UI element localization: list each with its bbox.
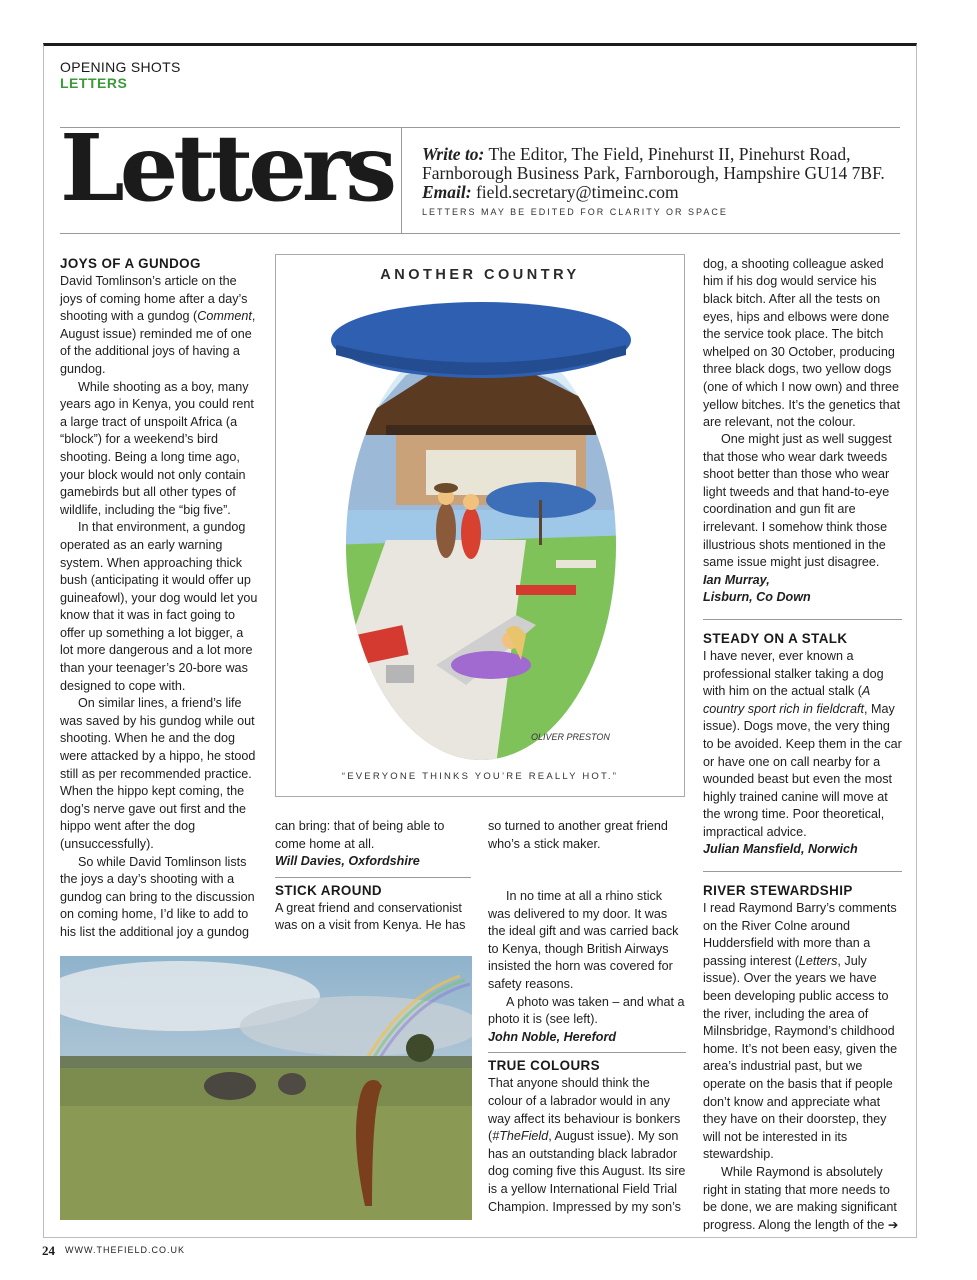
cartoon-title: ANOTHER COUNTRY <box>380 267 580 283</box>
page-title: Letters <box>60 114 393 222</box>
letter-signature: John Noble, Hereford <box>488 1029 617 1044</box>
letter-paragraph: While shooting as a boy, many years ago in Kenya, you could rent a large tract of unspoilt Africa (a “block”) for a weekend’s bird shooting. Being a long time ago, your block would not only contain gamebirds but all other types of wildlife, including the “big five”. <box>60 379 254 517</box>
letter-signature: Will Davies, Oxfordshire <box>275 854 420 869</box>
cartoon-caption: “EVERYONE THINKS YOU’RE REALLY HOT.” <box>341 771 619 782</box>
letter-signature: Ian Murray, <box>703 572 770 587</box>
letter-paragraph: I have never, ever known a professional stalker taking a dog with him on the actual stalk (A country sport rich in fieldcraft, May issue). Dogs move, the very thing to be avoided. Keep them in the car or have one on call nearby for a wounded beast but even the most highly trained canine will move at the wrong time. Poor theoretical, impractical advice. <box>703 648 902 839</box>
rhino-photo <box>60 956 472 1220</box>
letter-paragraph: In no time at all a rhino stick was delivered to my door. It was the ideal gift and was carried back to Kenya, though British Airways insisted the horn was covered for safety reasons. <box>488 889 679 991</box>
write-to-address: The Editor, The Field, Pinehurst II, Pinehurst Road, Farnborough Business Park, Farnborough, Hampshire GU14 7BF. <box>422 144 885 183</box>
cartoon-illustration <box>326 285 636 765</box>
masthead-bottom-rule <box>60 233 900 234</box>
page-number: 24 <box>42 1243 55 1258</box>
cartoon-artist-signature: OLIVER PRESTON <box>531 732 610 742</box>
letter-paragraph: I read Raymond Barry’s comments on the River Colne around Huddersfield with more than a passing interest (Letters, July issue). Over the years we have been developing public access to the river, including the area of Milnsbridge, Raymond’s childhood home. It’s not been easy, given the area’s industrial past, but we operate on the basis that if people don’t know and appreciate what they have on their doorstep, they will not be interested in its stewardship. <box>703 901 898 1162</box>
cartoon-panel <box>275 254 685 797</box>
column-4 <box>703 255 902 1234</box>
letter-signature: Julian Mansfield, Norwich <box>703 842 858 857</box>
write-to-block <box>422 145 902 202</box>
letter-heading: JOYS OF A GUNDOG <box>60 256 201 271</box>
section-label: OPENING SHOTS <box>60 59 181 75</box>
letter-paragraph: One might just as well suggest that those who wear dark tweeds shoot better than those who wear light tweeds and that hand-to-eye coordination and gun fit are irrelevant. I somehow think those illustrious shots mentioned in the same issue might just disagree. <box>703 432 892 570</box>
email-link[interactable]: field.secretary@timeinc.com <box>475 182 679 202</box>
column-3 <box>488 818 686 1216</box>
letter-paragraph: David Tomlinson’s article on the joys of coming home after a day’s shooting with a gundog (Comment, August issue) reminded me of one of the additional joys of having a gundog. <box>60 274 256 376</box>
letter-divider <box>703 619 902 620</box>
letter-heading: TRUE COLOURS <box>488 1058 600 1074</box>
letter-heading: STEADY ON A STALK <box>703 630 848 646</box>
letter-heading: STICK AROUND <box>275 882 382 898</box>
masthead-divider <box>401 127 402 233</box>
email-label: Email: <box>422 182 472 202</box>
letter-paragraph: On similar lines, a friend’s life was saved by his gundog while out shooting. When he and the dog were attacked by a hippo, he stood still as per recommended practice. When the hippo kept coming, the dog’s nerve gave out first and the hippo went after the dog (unsuccessfully). <box>60 696 256 851</box>
letter-paragraph-rest: dog, a shooting colleague asked him if his dog would service his black bitch. After all the tests on eyes, hips and elbows were done the service took place. The bitch whelped on 30 October, producing three black dogs, two yellow dogs (one of which I now own) and three yellow bitches. It’s the genetics that are relevant, not the colour. <box>703 256 901 430</box>
letter-signature: Lisburn, Co Down <box>703 590 811 605</box>
letter-paragraph-top: A great friend and conservationist was on a visit from Kenya. He has <box>275 900 466 933</box>
letter-divider <box>488 1052 686 1053</box>
letter-paragraph: A photo was taken – and what a photo it is (see left). <box>488 994 685 1027</box>
letter-divider <box>275 877 471 878</box>
letter-paragraph-top: That anyone should think the colour of a labrador would in any way affect its behaviour is bonkers (#TheField, August issue). My son has an outstanding black labrador dog coming five this August. Its sire is a yellow International Field Trial Champion. Impressed by my son’s <box>488 1076 686 1214</box>
subsection-label: LETTERS <box>60 75 128 91</box>
letter-paragraph-rest: so turned to another great friend who’s a stick maker. <box>488 819 668 851</box>
letter-paragraph: In that environment, a gundog operated as an early warning system. When approaching thick bush (anticipating it would offer up guineafowl), your dog would let you know that it was in fact going to offer up something a lot bigger, a lot more dangerous and a lot more than your teenager’s 20-bore was designed to cope with. <box>60 520 258 693</box>
letter-heading: RIVER STEWARDSHIP <box>703 883 853 899</box>
column-2 <box>275 818 471 935</box>
write-to-label: Write to: <box>422 144 485 164</box>
column-1 <box>60 255 258 942</box>
continue-arrow-icon: ➔ <box>887 1217 899 1232</box>
letter-paragraph: can bring: that of being able to come home at all. <box>275 819 445 851</box>
letter-paragraph: While Raymond is absolutely right in stating that more needs to be done, we are making significant progress. Along the length of the ➔ <box>703 1164 899 1232</box>
footer-url[interactable]: WWW.THEFIELD.CO.UK <box>65 1245 185 1255</box>
letter-divider <box>703 871 902 872</box>
edit-note: LETTERS MAY BE EDITED FOR CLARITY OR SPACE <box>422 207 728 217</box>
letter-paragraph: So while David Tomlinson lists the joys a day’s shooting with a gundog can bring to the discussion on coming home, I’d like to add to his list the additional joy a gundog <box>60 854 255 939</box>
